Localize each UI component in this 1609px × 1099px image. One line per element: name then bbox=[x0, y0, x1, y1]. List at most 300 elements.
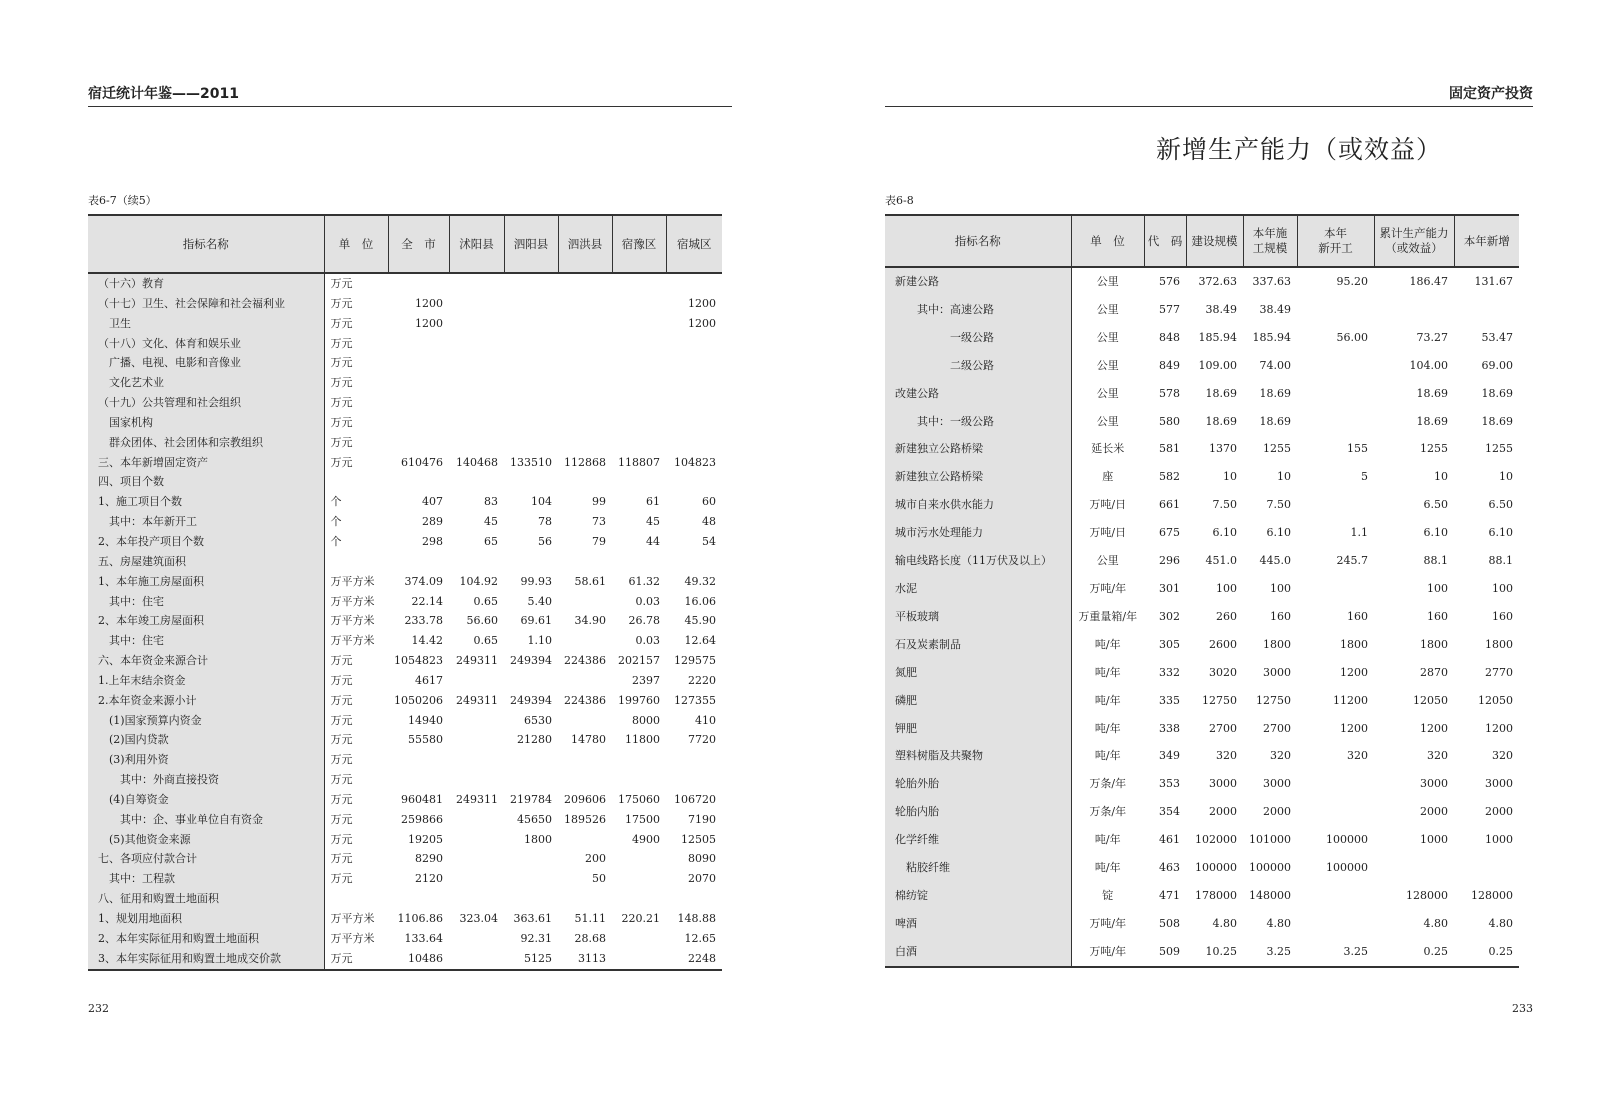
value-cell: 100 bbox=[1270, 581, 1291, 595]
value-cell: 260 bbox=[1216, 609, 1237, 623]
investment-table bbox=[88, 214, 722, 971]
value-cell: 298 bbox=[422, 534, 443, 548]
capacity-table bbox=[885, 214, 1519, 968]
column-header: 单 位 bbox=[1071, 215, 1144, 267]
unit-cell: 万元 bbox=[330, 812, 353, 826]
value-cell: 363.61 bbox=[513, 912, 552, 925]
indicator-name: 城市污水处理能力 bbox=[885, 519, 1071, 547]
value-cell: 61.32 bbox=[628, 574, 660, 588]
unit-cell: 吨/年 bbox=[1094, 861, 1121, 875]
unit-cell: 公里 bbox=[1096, 386, 1119, 400]
table-row bbox=[88, 552, 722, 572]
table-row bbox=[885, 826, 1519, 854]
indicator-name: 白酒 bbox=[885, 938, 1071, 967]
unit-cell: 万元 bbox=[330, 792, 353, 806]
value-cell: 1200 bbox=[415, 296, 443, 310]
table-row bbox=[88, 314, 722, 334]
value-cell: 11800 bbox=[625, 733, 660, 747]
value-cell bbox=[388, 334, 449, 354]
value-cell: 610476 bbox=[401, 455, 443, 469]
value-cell bbox=[504, 334, 558, 354]
indicator-name: 2.本年资金来源小计 bbox=[88, 691, 324, 711]
column-header: 本年 新开工 bbox=[1297, 215, 1374, 267]
value-cell: 10.25 bbox=[1205, 944, 1237, 958]
column-header: 单 位 bbox=[324, 215, 388, 273]
value-cell bbox=[449, 849, 504, 869]
value-cell: 4.80 bbox=[1423, 916, 1448, 930]
unit-cell: 万元 bbox=[330, 852, 353, 866]
unit-cell: 万元 bbox=[330, 316, 353, 330]
table-row bbox=[88, 909, 722, 929]
indicator-name: 广播、电视、电影和音像业 bbox=[88, 353, 324, 373]
table-row bbox=[88, 849, 722, 869]
code-cell: 578 bbox=[1159, 386, 1180, 400]
value-cell: 320 bbox=[1347, 749, 1368, 763]
value-cell: 38.49 bbox=[1259, 302, 1291, 316]
value-cell: 140468 bbox=[456, 455, 498, 469]
indicator-name: 啤酒 bbox=[885, 910, 1071, 938]
unit-cell: 公里 bbox=[1096, 302, 1119, 316]
indicator-name: 1、规划用地面积 bbox=[88, 909, 324, 929]
value-cell bbox=[558, 552, 612, 572]
table-row bbox=[88, 413, 722, 433]
value-cell bbox=[1374, 854, 1454, 882]
unit-cell: 万元 bbox=[330, 733, 353, 747]
value-cell bbox=[1297, 380, 1374, 408]
unit-cell: 万元 bbox=[330, 654, 353, 668]
table-row bbox=[88, 512, 722, 532]
column-header: 沭阳县 bbox=[449, 215, 504, 273]
table-row bbox=[88, 929, 722, 949]
value-cell: 131.67 bbox=[1474, 275, 1513, 288]
value-cell: 3000 bbox=[1209, 777, 1237, 791]
value-cell: 249394 bbox=[510, 693, 552, 707]
value-cell: 1370 bbox=[1209, 442, 1237, 456]
value-cell: 2000 bbox=[1485, 805, 1513, 819]
indicator-name: 1、施工项目个数 bbox=[88, 492, 324, 512]
code-cell: 296 bbox=[1159, 554, 1180, 568]
value-cell: 127355 bbox=[674, 693, 716, 707]
table-row bbox=[88, 671, 722, 691]
value-cell: 92.31 bbox=[520, 931, 552, 945]
value-cell: 11200 bbox=[1333, 693, 1368, 707]
value-cell bbox=[558, 711, 612, 731]
value-cell: 0.65 bbox=[473, 594, 498, 608]
indicator-name: 其中：企、事业单位自有资金 bbox=[88, 810, 324, 830]
value-cell: 5.40 bbox=[527, 594, 552, 608]
unit-cell: 万元 bbox=[330, 277, 353, 290]
value-cell: 0.03 bbox=[635, 634, 660, 648]
value-cell bbox=[1297, 798, 1374, 826]
value-cell: 1000 bbox=[1420, 833, 1448, 847]
table-row bbox=[88, 770, 722, 790]
table-row bbox=[88, 889, 722, 909]
indicator-name: (3)利用外资 bbox=[88, 750, 324, 770]
value-cell: 1800 bbox=[1263, 637, 1291, 651]
code-cell: 471 bbox=[1159, 888, 1180, 902]
value-cell: 1000 bbox=[1485, 833, 1513, 847]
unit-cell: 万元 bbox=[330, 455, 353, 469]
value-cell: 16.06 bbox=[684, 594, 716, 608]
value-cell: 185.94 bbox=[1198, 330, 1237, 344]
value-cell bbox=[449, 393, 504, 413]
table-row bbox=[885, 267, 1519, 296]
unit-cell: 个 bbox=[330, 495, 342, 509]
left-page-number: 232 bbox=[88, 1002, 109, 1015]
value-cell: 160 bbox=[1492, 609, 1513, 623]
value-cell: 245.7 bbox=[1336, 554, 1368, 568]
indicator-name: 其中：住宅 bbox=[88, 592, 324, 612]
value-cell: 178000 bbox=[1195, 888, 1237, 902]
value-cell: 38.49 bbox=[1205, 302, 1237, 316]
value-cell: 69.00 bbox=[1481, 358, 1513, 372]
value-cell bbox=[504, 273, 558, 294]
value-cell bbox=[666, 433, 722, 453]
value-cell bbox=[612, 552, 666, 572]
unit-cell: 公里 bbox=[1096, 358, 1119, 372]
value-cell: 7190 bbox=[688, 812, 716, 826]
right-table-body bbox=[885, 267, 1519, 967]
table-row bbox=[885, 770, 1519, 798]
value-cell bbox=[1297, 408, 1374, 436]
table-row bbox=[88, 790, 722, 810]
value-cell: 3.25 bbox=[1343, 944, 1368, 958]
value-cell bbox=[666, 413, 722, 433]
unit-cell: 个 bbox=[330, 534, 342, 548]
indicator-name: 平板玻璃 bbox=[885, 603, 1071, 631]
value-cell: 372.63 bbox=[1198, 275, 1237, 288]
value-cell bbox=[388, 373, 449, 393]
table-row bbox=[885, 575, 1519, 603]
value-cell bbox=[504, 552, 558, 572]
value-cell bbox=[612, 353, 666, 373]
value-cell bbox=[388, 472, 449, 492]
value-cell: 51.11 bbox=[574, 912, 606, 925]
unit-cell: 万条/年 bbox=[1089, 805, 1127, 819]
indicator-name: 氮肥 bbox=[885, 659, 1071, 687]
indicator-name: (1)国家预算内资金 bbox=[88, 711, 324, 731]
indicator-name: 二级公路 bbox=[885, 352, 1071, 380]
value-cell: 1800 bbox=[1420, 637, 1448, 651]
value-cell bbox=[449, 314, 504, 334]
value-cell: 320 bbox=[1492, 749, 1513, 763]
unit-cell: 万元 bbox=[330, 713, 353, 727]
value-cell: 133510 bbox=[510, 455, 552, 469]
value-cell: 2770 bbox=[1485, 665, 1513, 679]
unit-cell bbox=[324, 889, 388, 909]
indicator-name: 其中：住宅 bbox=[88, 631, 324, 651]
value-cell: 65 bbox=[484, 534, 498, 548]
code-cell: 354 bbox=[1159, 805, 1180, 819]
unit-cell: 万条/年 bbox=[1089, 777, 1127, 791]
unit-cell: 吨/年 bbox=[1094, 833, 1121, 847]
code-cell: 849 bbox=[1159, 358, 1180, 372]
value-cell bbox=[1454, 854, 1519, 882]
code-cell: 463 bbox=[1159, 861, 1180, 875]
unit-cell: 万平方米 bbox=[330, 614, 375, 628]
value-cell: 56.60 bbox=[466, 614, 498, 628]
column-header: 宿豫区 bbox=[612, 215, 666, 273]
value-cell: 320 bbox=[1270, 749, 1291, 763]
value-cell: 220.21 bbox=[621, 912, 660, 925]
unit-cell: 万吨/年 bbox=[1089, 916, 1127, 930]
value-cell bbox=[504, 770, 558, 790]
value-cell: 18.69 bbox=[1416, 386, 1448, 400]
table-row bbox=[885, 324, 1519, 352]
value-cell: 1200 bbox=[1485, 721, 1513, 735]
value-cell: 58.61 bbox=[574, 574, 606, 588]
table-row bbox=[885, 491, 1519, 519]
value-cell bbox=[612, 750, 666, 770]
indicator-name: 1.上年末结余资金 bbox=[88, 671, 324, 691]
value-cell: 3000 bbox=[1420, 777, 1448, 791]
value-cell: 3113 bbox=[578, 951, 606, 965]
table-row bbox=[885, 631, 1519, 659]
unit-cell: 万元 bbox=[330, 356, 353, 370]
unit-cell: 万元 bbox=[330, 336, 353, 350]
unit-cell: 万元 bbox=[330, 773, 353, 787]
value-cell: 129575 bbox=[674, 654, 716, 668]
unit-cell: 万元 bbox=[330, 396, 353, 410]
value-cell: 199760 bbox=[618, 693, 660, 707]
value-cell: 133.64 bbox=[404, 931, 443, 945]
value-cell: 12050 bbox=[1478, 693, 1513, 707]
value-cell: 0.03 bbox=[635, 594, 660, 608]
indicator-name: （十七）卫生、社会保障和社会福利业 bbox=[88, 294, 324, 314]
unit-cell: 吨/年 bbox=[1094, 665, 1121, 679]
unit-cell bbox=[324, 552, 388, 572]
table-row bbox=[885, 742, 1519, 770]
value-cell bbox=[1297, 575, 1374, 603]
indicator-name: 四、项目个数 bbox=[88, 472, 324, 492]
indicator-name: 其中：一级公路 bbox=[885, 408, 1071, 436]
table-row bbox=[88, 353, 722, 373]
value-cell: 224386 bbox=[564, 693, 606, 707]
value-cell: 320 bbox=[1216, 749, 1237, 763]
value-cell: 5 bbox=[1361, 470, 1368, 484]
value-cell bbox=[504, 353, 558, 373]
value-cell: 45 bbox=[484, 515, 498, 529]
value-cell: 104823 bbox=[674, 455, 716, 469]
value-cell bbox=[504, 889, 558, 909]
value-cell: 3020 bbox=[1209, 665, 1237, 679]
table-row bbox=[88, 611, 722, 631]
value-cell: 249311 bbox=[456, 693, 498, 707]
table-row bbox=[88, 492, 722, 512]
value-cell: 104.00 bbox=[1409, 358, 1448, 372]
value-cell: 2000 bbox=[1209, 805, 1237, 819]
value-cell bbox=[504, 314, 558, 334]
code-cell: 335 bbox=[1159, 693, 1180, 707]
table-row bbox=[88, 810, 722, 830]
value-cell bbox=[449, 830, 504, 850]
value-cell: 1200 bbox=[688, 316, 716, 330]
value-cell: 128000 bbox=[1406, 888, 1448, 902]
value-cell bbox=[504, 433, 558, 453]
value-cell bbox=[666, 273, 722, 294]
value-cell: 45 bbox=[646, 515, 660, 529]
column-header: 宿城区 bbox=[666, 215, 722, 273]
value-cell bbox=[1297, 770, 1374, 798]
section-title: 新增生产能力（或效益） bbox=[1155, 135, 1442, 164]
unit-cell bbox=[324, 472, 388, 492]
indicator-name: 新建独立公路桥梁 bbox=[885, 463, 1071, 491]
value-cell bbox=[504, 294, 558, 314]
value-cell bbox=[612, 472, 666, 492]
left-table-header bbox=[88, 215, 722, 273]
value-cell: 10 bbox=[1434, 470, 1448, 484]
value-cell bbox=[1297, 352, 1374, 380]
value-cell: 2220 bbox=[688, 673, 716, 687]
value-cell bbox=[449, 334, 504, 354]
value-cell: 233.78 bbox=[404, 614, 443, 628]
value-cell: 55580 bbox=[408, 733, 443, 747]
indicator-name: 其中：工程款 bbox=[88, 869, 324, 889]
value-cell bbox=[558, 413, 612, 433]
value-cell bbox=[612, 413, 666, 433]
table-row bbox=[88, 433, 722, 453]
indicator-name: 1、本年施工房屋面积 bbox=[88, 572, 324, 592]
unit-cell: 万元 bbox=[330, 296, 353, 310]
value-cell: 1200 bbox=[1340, 721, 1368, 735]
indicator-name: 水泥 bbox=[885, 575, 1071, 603]
code-cell: 302 bbox=[1159, 609, 1180, 623]
table-row bbox=[885, 408, 1519, 436]
table-row bbox=[885, 463, 1519, 491]
code-cell: 301 bbox=[1159, 581, 1180, 595]
value-cell bbox=[449, 889, 504, 909]
unit-cell: 公里 bbox=[1096, 275, 1119, 288]
value-cell: 0.25 bbox=[1423, 944, 1448, 958]
indicator-name: 磷肥 bbox=[885, 687, 1071, 715]
value-cell bbox=[558, 314, 612, 334]
value-cell: 1050206 bbox=[394, 693, 443, 707]
code-cell: 338 bbox=[1159, 721, 1180, 735]
value-cell: 374.09 bbox=[404, 574, 443, 588]
value-cell bbox=[558, 373, 612, 393]
unit-cell: 万吨/日 bbox=[1089, 498, 1127, 512]
table-row bbox=[88, 334, 722, 354]
value-cell: 2700 bbox=[1263, 721, 1291, 735]
code-cell: 353 bbox=[1159, 777, 1180, 791]
table-row bbox=[88, 750, 722, 770]
value-cell: 19205 bbox=[408, 832, 443, 846]
code-cell: 509 bbox=[1159, 944, 1180, 958]
table-row bbox=[885, 715, 1519, 743]
table-row bbox=[885, 854, 1519, 882]
value-cell: 960481 bbox=[401, 792, 443, 806]
value-cell: 100000 bbox=[1195, 861, 1237, 875]
value-cell bbox=[388, 273, 449, 294]
value-cell: 45.90 bbox=[684, 614, 716, 628]
column-header: 本年新增 bbox=[1454, 215, 1519, 267]
table-row bbox=[885, 882, 1519, 910]
value-cell bbox=[388, 552, 449, 572]
value-cell: 73 bbox=[592, 515, 606, 529]
value-cell: 410 bbox=[695, 713, 716, 727]
column-header: 全 市 bbox=[388, 215, 449, 273]
indicator-name: 3、本年实际征用和购置土地成交价款 bbox=[88, 949, 324, 970]
value-cell: 18.69 bbox=[1416, 414, 1448, 428]
value-cell bbox=[612, 949, 666, 970]
value-cell: 6530 bbox=[524, 713, 552, 727]
value-cell bbox=[449, 929, 504, 949]
table-row bbox=[88, 472, 722, 492]
unit-cell: 万元 bbox=[330, 753, 353, 767]
value-cell bbox=[388, 413, 449, 433]
indicator-name: (4)自筹资金 bbox=[88, 790, 324, 810]
value-cell: 224386 bbox=[564, 654, 606, 668]
unit-cell: 万吨/年 bbox=[1089, 944, 1127, 958]
value-cell bbox=[1374, 296, 1454, 324]
code-cell: 661 bbox=[1159, 498, 1180, 512]
code-cell: 508 bbox=[1159, 916, 1180, 930]
value-cell: 21280 bbox=[517, 733, 552, 747]
indicator-name: 其中：外商直接投资 bbox=[88, 770, 324, 790]
value-cell: 102000 bbox=[1195, 833, 1237, 847]
indicator-name: 输电线路长度（11万伏及以上） bbox=[885, 547, 1071, 575]
unit-cell: 万平方米 bbox=[330, 912, 375, 925]
value-cell: 10 bbox=[1223, 470, 1237, 484]
unit-cell: 万元 bbox=[330, 693, 353, 707]
indicator-name: 塑料树脂及共聚物 bbox=[885, 742, 1071, 770]
value-cell: 100 bbox=[1216, 581, 1237, 595]
unit-cell: 万平方米 bbox=[330, 931, 375, 945]
column-header: 指标名称 bbox=[885, 215, 1071, 267]
value-cell: 12.64 bbox=[684, 634, 716, 648]
value-cell bbox=[612, 314, 666, 334]
value-cell: 5125 bbox=[524, 951, 552, 965]
value-cell: 18.69 bbox=[1481, 414, 1513, 428]
value-cell: 3000 bbox=[1263, 777, 1291, 791]
value-cell: 54 bbox=[702, 534, 716, 548]
value-cell: 1054823 bbox=[394, 654, 443, 668]
value-cell: 8090 bbox=[688, 852, 716, 866]
value-cell bbox=[666, 353, 722, 373]
unit-cell: 延长米 bbox=[1091, 442, 1125, 456]
value-cell: 99 bbox=[592, 495, 606, 509]
value-cell: 155 bbox=[1347, 442, 1368, 456]
table-row bbox=[88, 294, 722, 314]
value-cell: 12750 bbox=[1256, 693, 1291, 707]
unit-cell: 万平方米 bbox=[330, 594, 375, 608]
value-cell: 4.80 bbox=[1212, 916, 1237, 930]
value-cell bbox=[558, 671, 612, 691]
value-cell bbox=[558, 393, 612, 413]
value-cell: 8000 bbox=[632, 713, 660, 727]
indicator-name: 三、本年新增固定资产 bbox=[88, 453, 324, 473]
value-cell: 44 bbox=[646, 534, 660, 548]
value-cell: 148.88 bbox=[677, 912, 716, 925]
value-cell: 49.32 bbox=[684, 574, 716, 588]
indicator-name: (2)国内贷款 bbox=[88, 730, 324, 750]
value-cell bbox=[388, 770, 449, 790]
table-row bbox=[885, 380, 1519, 408]
value-cell bbox=[612, 849, 666, 869]
value-cell: 56 bbox=[538, 534, 552, 548]
unit-cell: 公里 bbox=[1096, 414, 1119, 428]
value-cell: 6.10 bbox=[1423, 526, 1448, 540]
value-cell: 88.1 bbox=[1488, 554, 1513, 568]
value-cell: 4900 bbox=[632, 832, 660, 846]
value-cell: 4617 bbox=[415, 673, 443, 687]
value-cell bbox=[1454, 296, 1519, 324]
value-cell bbox=[504, 413, 558, 433]
unit-cell: 锭 bbox=[1102, 888, 1114, 902]
value-cell: 1200 bbox=[415, 316, 443, 330]
value-cell bbox=[449, 949, 504, 970]
value-cell: 2070 bbox=[688, 872, 716, 886]
